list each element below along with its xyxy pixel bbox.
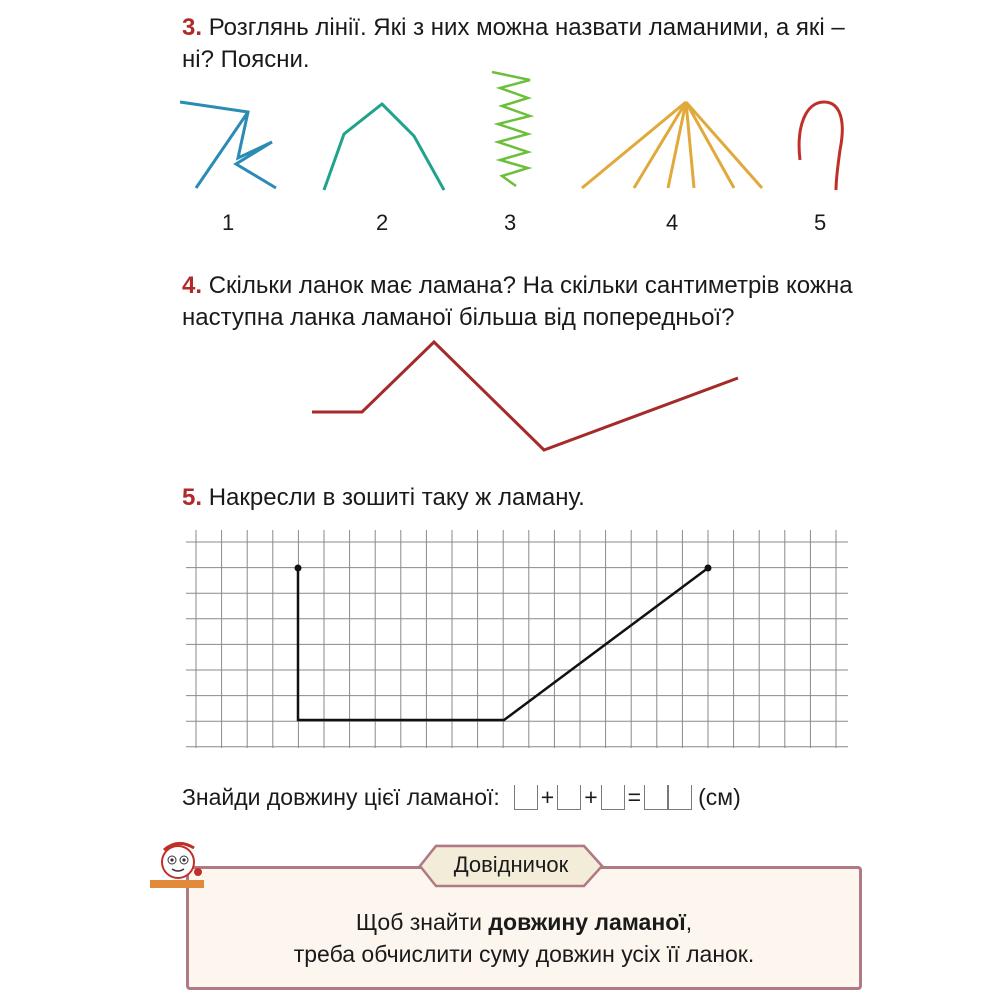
reference-line1-bold: довжину ламаної bbox=[488, 909, 686, 935]
task-5-number: 5. bbox=[182, 484, 203, 511]
plus-sign-2: + bbox=[584, 784, 598, 810]
equals-sign: = bbox=[627, 784, 642, 810]
unit-label: (см) bbox=[698, 784, 741, 810]
task-4-number: 4. bbox=[182, 272, 203, 299]
plus-sign-1: + bbox=[540, 784, 555, 810]
task-4-question: Скільки ланок має ламана? На скільки сантиметрів кожна наступна ланка ламаної більша від попередньої? bbox=[182, 272, 853, 331]
reference-line2: треба обчислити суму довжин усіх її ланок. bbox=[293, 941, 755, 967]
reference-line1-prefix: Щоб знайти bbox=[355, 909, 489, 935]
task-3-number: 3. bbox=[182, 14, 203, 41]
task-5-instruction: Накресли в зошиті таку ж ламану. bbox=[208, 484, 585, 511]
reference-line1-suffix: , bbox=[685, 909, 693, 935]
label-1: 1 bbox=[222, 210, 235, 235]
label-2: 2 bbox=[376, 210, 389, 235]
reference-text bbox=[186, 906, 862, 970]
find-length-text: Знайди довжину цієї ламаної: bbox=[182, 784, 500, 810]
task-3-question: Розглянь лінії. Які з них можна назвати ламаними, а які – ні? Поясни. bbox=[182, 14, 845, 73]
label-5: 5 bbox=[814, 210, 827, 235]
label-4: 4 bbox=[666, 210, 679, 235]
mascot-icon bbox=[146, 836, 216, 896]
reference-title: Довідничок bbox=[453, 852, 569, 877]
label-3: 3 bbox=[504, 210, 517, 235]
